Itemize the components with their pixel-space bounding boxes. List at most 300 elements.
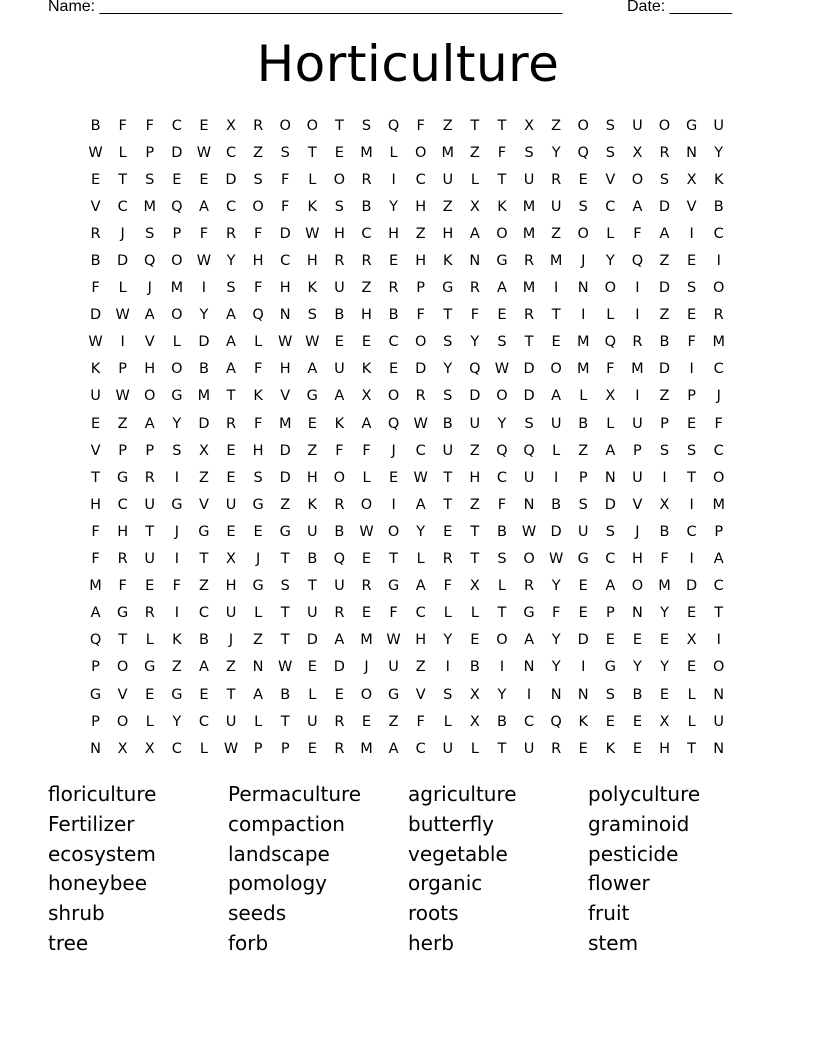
- grid-letter[interactable]: X: [469, 713, 480, 730]
- grid-letter[interactable]: W: [223, 740, 239, 757]
- grid-letter[interactable]: T: [226, 388, 236, 405]
- grid-letter[interactable]: Y: [172, 415, 182, 432]
- grid-letter[interactable]: O: [712, 280, 725, 297]
- grid-letter[interactable]: G: [577, 551, 589, 568]
- grid-letter[interactable]: D: [658, 280, 671, 297]
- grid-letter[interactable]: E: [361, 713, 372, 730]
- grid-letter[interactable]: P: [714, 523, 724, 540]
- grid-letter[interactable]: X: [605, 388, 616, 405]
- grid-letter[interactable]: O: [414, 144, 427, 161]
- grid-letter[interactable]: S: [253, 171, 263, 188]
- grid-letter[interactable]: K: [307, 198, 318, 215]
- grid-letter[interactable]: F: [497, 144, 507, 161]
- grid-letter[interactable]: P: [91, 659, 100, 676]
- grid-letter[interactable]: U: [225, 605, 237, 622]
- grid-letter[interactable]: E: [687, 605, 697, 622]
- grid-letter[interactable]: A: [659, 225, 670, 242]
- grid-letter[interactable]: A: [713, 551, 724, 568]
- grid-letter[interactable]: E: [226, 442, 236, 459]
- grid-letter[interactable]: R: [253, 117, 264, 134]
- grid-letter[interactable]: F: [416, 713, 425, 730]
- grid-letter[interactable]: Z: [659, 388, 670, 405]
- grid-letter[interactable]: F: [389, 605, 398, 622]
- grid-letter[interactable]: C: [280, 253, 291, 270]
- grid-letter[interactable]: B: [632, 686, 643, 703]
- grid-letter[interactable]: F: [714, 415, 723, 432]
- grid-letter[interactable]: C: [117, 198, 128, 215]
- grid-letter[interactable]: G: [496, 253, 508, 270]
- grid-letter[interactable]: M: [576, 361, 590, 378]
- grid-letter[interactable]: U: [577, 523, 589, 540]
- grid-letter[interactable]: T: [687, 740, 697, 757]
- grid-letter[interactable]: C: [415, 171, 426, 188]
- grid-letter[interactable]: H: [306, 469, 318, 486]
- grid-letter[interactable]: S: [280, 578, 290, 595]
- grid-letter[interactable]: T: [443, 496, 453, 513]
- grid-letter[interactable]: R: [225, 225, 237, 242]
- grid-letter[interactable]: T: [226, 686, 236, 703]
- grid-letter[interactable]: O: [144, 388, 156, 405]
- grid-letter[interactable]: R: [334, 713, 345, 730]
- grid-letter[interactable]: J: [364, 659, 369, 676]
- grid-letter[interactable]: V: [686, 198, 697, 215]
- grid-letter[interactable]: U: [713, 713, 725, 730]
- grid-letter[interactable]: O: [252, 198, 264, 215]
- grid-letter[interactable]: E: [605, 632, 615, 649]
- grid-letter[interactable]: C: [415, 442, 426, 459]
- grid-letter[interactable]: M: [522, 225, 536, 242]
- grid-letter[interactable]: W: [305, 334, 320, 351]
- grid-letter[interactable]: F: [497, 496, 507, 513]
- grid-letter[interactable]: Y: [470, 334, 480, 351]
- grid-letter[interactable]: N: [686, 144, 698, 161]
- grid-letter[interactable]: S: [605, 117, 615, 134]
- grid-letter[interactable]: X: [469, 686, 480, 703]
- grid-letter[interactable]: Z: [469, 144, 480, 161]
- grid-letter[interactable]: P: [605, 605, 615, 622]
- grid-letter[interactable]: E: [307, 659, 317, 676]
- grid-letter[interactable]: G: [252, 496, 264, 513]
- grid-letter[interactable]: L: [362, 469, 371, 486]
- grid-letter[interactable]: U: [306, 523, 318, 540]
- grid-letter[interactable]: Y: [605, 253, 615, 270]
- grid-letter[interactable]: I: [689, 551, 694, 568]
- grid-letter[interactable]: A: [253, 686, 264, 703]
- grid-letter[interactable]: G: [117, 469, 129, 486]
- grid-letter[interactable]: S: [361, 117, 372, 134]
- grid-letter[interactable]: L: [145, 632, 154, 649]
- grid-letter[interactable]: O: [712, 469, 725, 486]
- grid-letter[interactable]: J: [147, 280, 152, 297]
- grid-letter[interactable]: U: [632, 415, 643, 432]
- grid-letter[interactable]: S: [524, 144, 534, 161]
- grid-letter[interactable]: D: [279, 469, 291, 486]
- grid-letter[interactable]: N: [604, 469, 616, 486]
- grid-letter[interactable]: I: [581, 307, 586, 324]
- grid-letter[interactable]: P: [633, 442, 642, 459]
- grid-letter[interactable]: I: [201, 280, 207, 297]
- grid-letter[interactable]: G: [171, 686, 183, 703]
- grid-letter[interactable]: W: [88, 144, 103, 161]
- grid-letter[interactable]: I: [391, 496, 396, 513]
- grid-letter[interactable]: A: [307, 361, 318, 378]
- grid-letter[interactable]: M: [576, 334, 590, 351]
- grid-letter[interactable]: J: [120, 225, 125, 242]
- grid-letter[interactable]: P: [91, 713, 100, 730]
- grid-letter[interactable]: C: [117, 496, 128, 513]
- grid-letter[interactable]: C: [171, 740, 182, 757]
- grid-letter[interactable]: X: [632, 144, 643, 161]
- grid-letter[interactable]: E: [361, 605, 372, 622]
- grid-letter[interactable]: X: [361, 388, 372, 405]
- grid-letter[interactable]: B: [496, 523, 507, 540]
- grid-letter[interactable]: Z: [253, 632, 264, 649]
- grid-letter[interactable]: M: [143, 198, 156, 215]
- grid-letter[interactable]: M: [360, 632, 373, 649]
- grid-letter[interactable]: I: [554, 280, 559, 297]
- grid-letter[interactable]: Q: [144, 253, 156, 270]
- grid-letter[interactable]: A: [226, 307, 236, 324]
- grid-letter[interactable]: S: [145, 171, 155, 188]
- grid-letter[interactable]: H: [225, 578, 237, 595]
- grid-letter[interactable]: Z: [442, 198, 453, 215]
- grid-letter[interactable]: G: [198, 523, 210, 540]
- grid-letter[interactable]: R: [90, 225, 101, 242]
- grid-letter[interactable]: E: [307, 415, 317, 432]
- grid-letter[interactable]: L: [552, 442, 561, 459]
- grid-letter[interactable]: T: [714, 605, 724, 622]
- name-field[interactable]: Name: ____________________________________________________: [48, 0, 563, 15]
- grid-letter[interactable]: E: [551, 334, 561, 351]
- grid-letter[interactable]: Z: [198, 469, 209, 486]
- grid-letter[interactable]: C: [415, 605, 426, 622]
- grid-letter[interactable]: Q: [577, 144, 589, 161]
- grid-letter[interactable]: X: [226, 551, 236, 568]
- grid-letter[interactable]: J: [174, 523, 179, 540]
- grid-letter[interactable]: Z: [415, 225, 426, 242]
- grid-letter[interactable]: G: [117, 605, 129, 622]
- grid-letter[interactable]: Q: [89, 632, 102, 649]
- grid-letter[interactable]: O: [360, 686, 373, 703]
- grid-letter[interactable]: A: [361, 415, 372, 432]
- grid-letter[interactable]: U: [90, 388, 101, 405]
- grid-letter[interactable]: L: [687, 713, 696, 730]
- grid-letter[interactable]: I: [689, 496, 694, 513]
- grid-letter[interactable]: U: [442, 171, 454, 188]
- grid-letter[interactable]: U: [334, 578, 345, 595]
- grid-letter[interactable]: Q: [631, 253, 644, 270]
- grid-letter[interactable]: N: [279, 307, 291, 324]
- grid-letter[interactable]: E: [226, 523, 236, 540]
- grid-letter[interactable]: P: [660, 415, 669, 432]
- grid-letter[interactable]: D: [415, 361, 427, 378]
- grid-letter[interactable]: Y: [714, 144, 724, 161]
- grid-letter[interactable]: I: [174, 469, 179, 486]
- grid-letter[interactable]: D: [198, 415, 210, 432]
- grid-letter[interactable]: U: [442, 740, 454, 757]
- grid-letter[interactable]: L: [172, 334, 181, 351]
- grid-letter[interactable]: V: [605, 171, 616, 188]
- grid-letter[interactable]: D: [523, 388, 535, 405]
- grid-letter[interactable]: T: [145, 523, 155, 540]
- grid-letter[interactable]: O: [306, 117, 318, 134]
- grid-letter[interactable]: E: [226, 469, 236, 486]
- grid-letter[interactable]: L: [606, 415, 615, 432]
- grid-letter[interactable]: X: [198, 442, 209, 459]
- grid-letter[interactable]: N: [631, 605, 643, 622]
- grid-letter[interactable]: H: [388, 225, 400, 242]
- grid-letter[interactable]: E: [578, 605, 588, 622]
- grid-letter[interactable]: R: [713, 307, 724, 324]
- grid-letter[interactable]: T: [687, 469, 697, 486]
- grid-letter[interactable]: H: [117, 523, 129, 540]
- grid-letter[interactable]: J: [581, 253, 586, 270]
- grid-letter[interactable]: E: [199, 171, 209, 188]
- grid-letter[interactable]: B: [361, 198, 372, 215]
- grid-letter[interactable]: C: [713, 225, 724, 242]
- grid-letter[interactable]: E: [90, 415, 101, 432]
- grid-letter[interactable]: M: [441, 144, 455, 161]
- grid-letter[interactable]: Y: [443, 632, 453, 649]
- grid-letter[interactable]: T: [389, 551, 398, 568]
- grid-letter[interactable]: F: [253, 225, 263, 242]
- grid-letter[interactable]: T: [307, 144, 317, 161]
- grid-letter[interactable]: V: [415, 686, 426, 703]
- grid-letter[interactable]: T: [470, 117, 480, 134]
- grid-letter[interactable]: S: [172, 442, 182, 459]
- grid-letter[interactable]: C: [713, 361, 724, 378]
- grid-letter[interactable]: W: [196, 253, 212, 270]
- grid-letter[interactable]: U: [225, 713, 237, 730]
- grid-letter[interactable]: S: [605, 686, 615, 703]
- grid-letter[interactable]: I: [120, 334, 125, 351]
- grid-letter[interactable]: H: [415, 632, 427, 649]
- grid-letter[interactable]: K: [605, 740, 616, 757]
- grid-letter[interactable]: E: [659, 632, 670, 649]
- grid-letter[interactable]: L: [308, 171, 317, 188]
- grid-letter[interactable]: W: [196, 144, 212, 161]
- grid-letter[interactable]: L: [443, 713, 452, 730]
- grid-letter[interactable]: E: [632, 632, 642, 649]
- grid-letter[interactable]: Q: [469, 361, 481, 378]
- grid-letter[interactable]: M: [197, 388, 211, 405]
- grid-letter[interactable]: R: [334, 605, 345, 622]
- grid-letter[interactable]: R: [524, 578, 535, 595]
- grid-letter[interactable]: S: [226, 280, 236, 297]
- grid-letter[interactable]: Z: [117, 415, 128, 432]
- grid-letter[interactable]: A: [415, 496, 426, 513]
- grid-letter[interactable]: D: [171, 144, 183, 161]
- grid-letter[interactable]: O: [279, 117, 291, 134]
- grid-letter[interactable]: V: [280, 388, 291, 405]
- grid-letter[interactable]: N: [469, 253, 481, 270]
- grid-letter[interactable]: E: [605, 713, 615, 730]
- grid-letter[interactable]: V: [632, 496, 643, 513]
- grid-letter[interactable]: R: [632, 334, 643, 351]
- grid-letter[interactable]: N: [252, 659, 264, 676]
- grid-letter[interactable]: C: [171, 117, 182, 134]
- grid-letter[interactable]: S: [605, 144, 615, 161]
- grid-letter[interactable]: M: [89, 578, 102, 595]
- grid-letter[interactable]: B: [496, 713, 507, 730]
- grid-letter[interactable]: L: [606, 307, 615, 324]
- grid-letter[interactable]: G: [171, 496, 183, 513]
- grid-letter[interactable]: B: [659, 334, 670, 351]
- grid-letter[interactable]: Z: [659, 253, 670, 270]
- grid-letter[interactable]: U: [388, 659, 399, 676]
- grid-letter[interactable]: B: [659, 523, 670, 540]
- grid-letter[interactable]: U: [306, 605, 318, 622]
- grid-letter[interactable]: F: [551, 605, 561, 622]
- grid-letter[interactable]: B: [713, 198, 724, 215]
- grid-letter[interactable]: Y: [660, 659, 669, 676]
- grid-letter[interactable]: I: [526, 686, 532, 703]
- grid-letter[interactable]: U: [523, 740, 535, 757]
- grid-letter[interactable]: J: [635, 523, 640, 540]
- grid-letter[interactable]: O: [171, 253, 183, 270]
- grid-letter[interactable]: O: [604, 280, 617, 297]
- grid-letter[interactable]: Q: [550, 713, 562, 730]
- grid-letter[interactable]: R: [144, 469, 155, 486]
- grid-letter[interactable]: E: [307, 740, 317, 757]
- grid-letter[interactable]: B: [280, 686, 291, 703]
- grid-letter[interactable]: F: [633, 225, 642, 242]
- grid-letter[interactable]: C: [361, 225, 372, 242]
- grid-letter[interactable]: I: [635, 307, 640, 324]
- grid-letter[interactable]: K: [497, 198, 507, 215]
- grid-letter[interactable]: G: [144, 659, 156, 676]
- grid-letter[interactable]: L: [416, 551, 425, 568]
- grid-letter[interactable]: O: [631, 578, 644, 595]
- grid-letter[interactable]: F: [199, 225, 209, 242]
- grid-letter[interactable]: C: [713, 442, 724, 459]
- grid-letter[interactable]: X: [144, 740, 155, 757]
- grid-letter[interactable]: F: [253, 280, 263, 297]
- grid-letter[interactable]: C: [523, 713, 535, 730]
- grid-letter[interactable]: D: [333, 659, 345, 676]
- grid-letter[interactable]: D: [279, 225, 291, 242]
- grid-letter[interactable]: H: [333, 225, 345, 242]
- grid-letter[interactable]: L: [254, 334, 263, 351]
- grid-letter[interactable]: F: [416, 117, 425, 134]
- grid-letter[interactable]: P: [118, 361, 128, 378]
- grid-letter[interactable]: T: [280, 551, 290, 568]
- grid-letter[interactable]: R: [442, 551, 453, 568]
- grid-letter[interactable]: C: [198, 713, 209, 730]
- grid-letter[interactable]: B: [90, 117, 101, 134]
- grid-letter[interactable]: H: [469, 469, 481, 486]
- grid-letter[interactable]: I: [716, 632, 721, 649]
- grid-letter[interactable]: U: [523, 469, 535, 486]
- grid-letter[interactable]: E: [199, 117, 209, 134]
- grid-letter[interactable]: S: [497, 551, 507, 568]
- grid-letter[interactable]: S: [578, 198, 588, 215]
- grid-letter[interactable]: T: [524, 334, 534, 351]
- grid-letter[interactable]: R: [334, 253, 345, 270]
- grid-letter[interactable]: E: [443, 523, 453, 540]
- grid-letter[interactable]: I: [662, 469, 667, 486]
- grid-letter[interactable]: E: [388, 469, 399, 486]
- grid-letter[interactable]: Q: [604, 334, 617, 351]
- grid-letter[interactable]: T: [280, 713, 290, 730]
- grid-letter[interactable]: O: [171, 361, 183, 378]
- grid-letter[interactable]: A: [144, 307, 155, 324]
- grid-letter[interactable]: P: [118, 442, 128, 459]
- grid-letter[interactable]: B: [469, 659, 480, 676]
- grid-letter[interactable]: V: [144, 334, 155, 351]
- grid-letter[interactable]: T: [118, 632, 128, 649]
- grid-letter[interactable]: R: [524, 253, 535, 270]
- grid-letter[interactable]: S: [524, 415, 534, 432]
- grid-letter[interactable]: D: [577, 632, 589, 649]
- grid-letter[interactable]: E: [632, 740, 642, 757]
- grid-letter[interactable]: F: [660, 551, 669, 568]
- grid-letter[interactable]: O: [496, 632, 508, 649]
- grid-letter[interactable]: P: [253, 740, 263, 757]
- grid-letter[interactable]: Z: [198, 578, 209, 595]
- grid-letter[interactable]: Y: [551, 144, 561, 161]
- grid-letter[interactable]: E: [388, 361, 399, 378]
- grid-letter[interactable]: G: [306, 388, 318, 405]
- grid-letter[interactable]: I: [445, 659, 450, 676]
- grid-letter[interactable]: M: [631, 361, 644, 378]
- grid-letter[interactable]: O: [116, 713, 129, 730]
- grid-letter[interactable]: M: [360, 740, 373, 757]
- grid-letter[interactable]: D: [306, 632, 318, 649]
- grid-letter[interactable]: H: [144, 361, 156, 378]
- grid-letter[interactable]: J: [391, 442, 396, 459]
- grid-letter[interactable]: K: [443, 253, 453, 270]
- grid-letter[interactable]: T: [497, 740, 507, 757]
- grid-letter[interactable]: L: [145, 713, 154, 730]
- grid-letter[interactable]: T: [497, 117, 507, 134]
- grid-letter[interactable]: C: [686, 523, 697, 540]
- grid-letter[interactable]: W: [521, 523, 537, 540]
- grid-letter[interactable]: Z: [307, 442, 318, 459]
- grid-letter[interactable]: W: [115, 388, 130, 405]
- grid-letter[interactable]: S: [280, 144, 290, 161]
- grid-letter[interactable]: P: [172, 225, 182, 242]
- grid-letter[interactable]: P: [416, 280, 426, 297]
- grid-letter[interactable]: R: [225, 415, 237, 432]
- grid-letter[interactable]: Q: [171, 198, 183, 215]
- grid-letter[interactable]: L: [118, 144, 127, 161]
- grid-letter[interactable]: A: [469, 225, 480, 242]
- grid-letter[interactable]: J: [228, 632, 234, 649]
- grid-letter[interactable]: F: [91, 523, 100, 540]
- grid-letter[interactable]: Y: [443, 361, 453, 378]
- grid-letter[interactable]: M: [522, 280, 536, 297]
- grid-letter[interactable]: L: [443, 605, 452, 622]
- date-field[interactable]: Date: _______: [627, 0, 732, 15]
- grid-letter[interactable]: Z: [578, 442, 589, 459]
- grid-letter[interactable]: X: [686, 632, 697, 649]
- grid-letter[interactable]: O: [577, 225, 589, 242]
- grid-letter[interactable]: Z: [659, 307, 670, 324]
- grid-letter[interactable]: G: [523, 605, 535, 622]
- grid-letter[interactable]: Z: [551, 117, 562, 134]
- grid-letter[interactable]: A: [388, 740, 399, 757]
- grid-letter[interactable]: W: [494, 361, 510, 378]
- grid-letter[interactable]: N: [550, 686, 562, 703]
- grid-letter[interactable]: A: [226, 361, 236, 378]
- grid-letter[interactable]: Y: [416, 523, 426, 540]
- grid-letter[interactable]: S: [443, 334, 453, 351]
- grid-letter[interactable]: L: [254, 605, 263, 622]
- grid-letter[interactable]: L: [308, 686, 317, 703]
- grid-letter[interactable]: N: [577, 686, 589, 703]
- grid-letter[interactable]: U: [632, 469, 643, 486]
